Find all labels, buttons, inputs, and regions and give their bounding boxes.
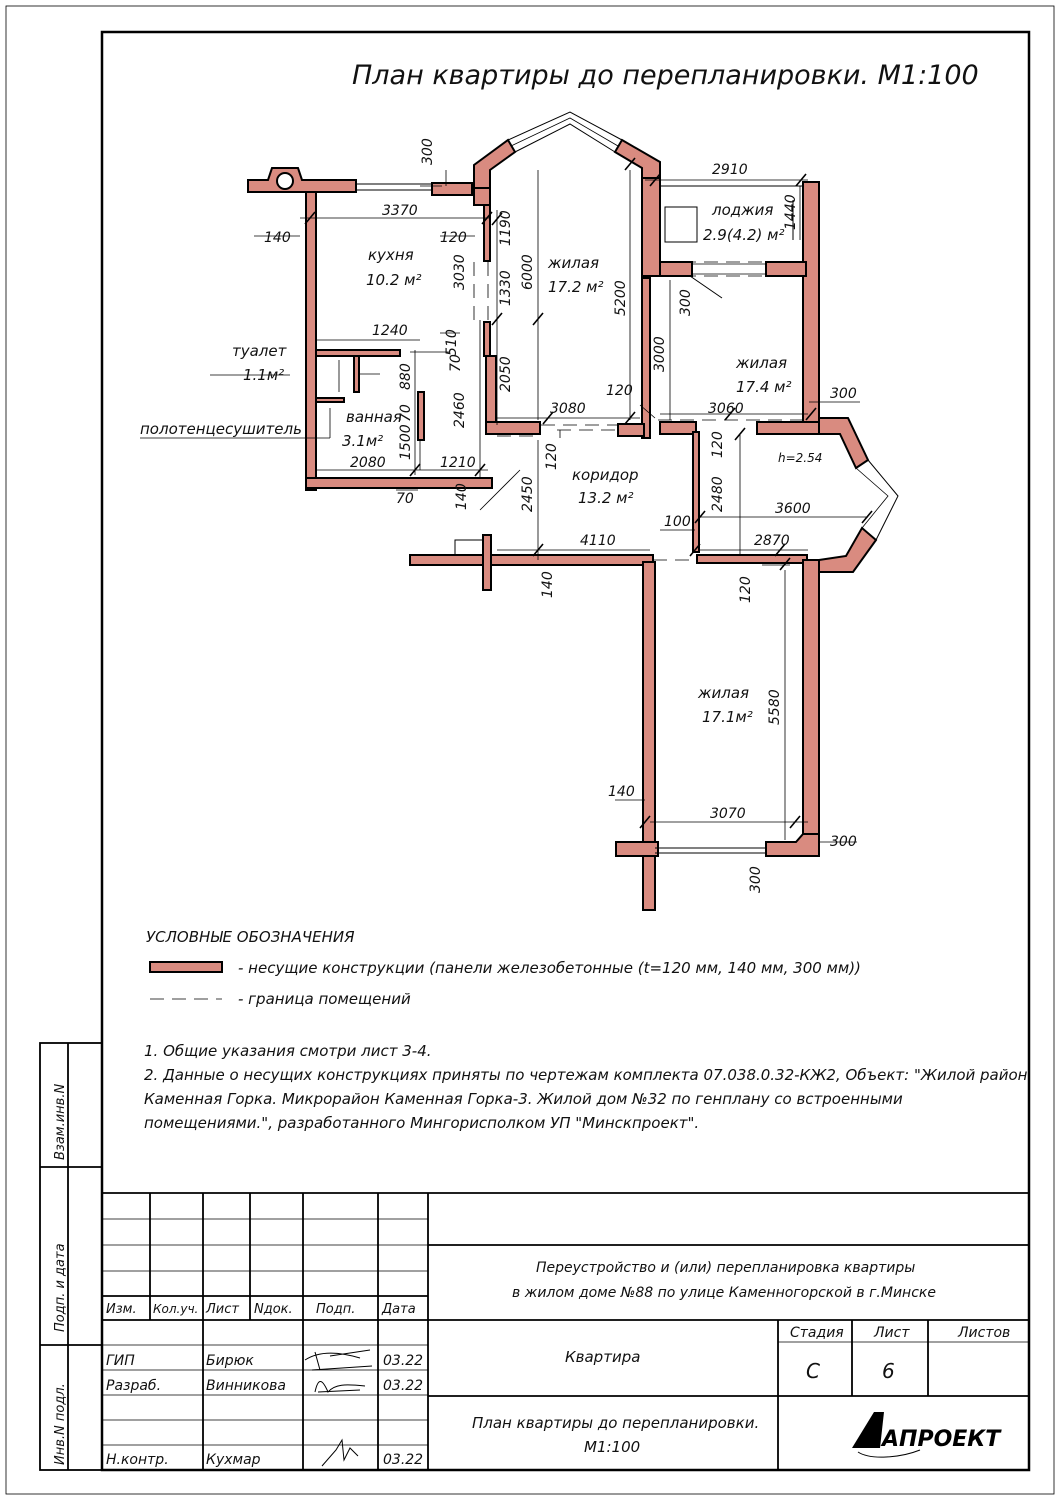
corridor-area: 13.2 м² [578, 489, 634, 507]
dim-text: 100 [664, 514, 691, 530]
living2-name: жилая [736, 354, 788, 372]
drawing-title: План квартиры до перепланировки. М1:100 [352, 60, 979, 91]
tb-header: Nдок. [254, 1302, 293, 1317]
toilet-name: туалет [232, 342, 287, 360]
dim-text: 3600 [775, 501, 811, 517]
project-line1: Переустройство и (или) перепланировка квартиры [536, 1260, 916, 1276]
dim-text: 140 [264, 230, 291, 246]
dim-text: 1210 [440, 455, 476, 471]
dim-text: 3030 [452, 254, 468, 290]
signature-razrab [315, 1382, 365, 1393]
dim-text: 2910 [712, 162, 748, 178]
tb-date: 03.22 [383, 1353, 424, 1369]
room-labels [140, 201, 822, 726]
dim-text: 300 [420, 138, 436, 165]
bath-name: ванная [346, 408, 402, 426]
sheet-value: 6 [882, 1359, 895, 1383]
dim-text: 120 [710, 431, 726, 458]
legend-walls-text: - несущие конструкции (панели железобетонные (t=120 мм, 140 мм, 300 мм)) [238, 959, 861, 977]
legend [146, 928, 861, 1008]
kitchen-area: 10.2 м² [366, 271, 422, 289]
tb-header: Лист [206, 1302, 239, 1317]
corridor-name: коридор [572, 466, 639, 484]
dim-text: 70 [396, 491, 414, 507]
legend-wall-swatch [150, 962, 222, 972]
dim-text: 1500 [398, 424, 414, 460]
dim-text: 140 [608, 784, 635, 800]
dim-text: 300 [830, 834, 857, 850]
inner-frame [102, 32, 1029, 1470]
tb-name: Винникова [206, 1378, 286, 1394]
dim-text: 6000 [520, 254, 536, 290]
object-name: Квартира [565, 1348, 641, 1366]
side-stamp [40, 1043, 102, 1470]
tb-name: Кухмар [206, 1452, 261, 1468]
tb-role: ГИП [106, 1353, 135, 1369]
bath-area: 3.1м² [342, 432, 384, 450]
loggia-area: 2.9(4.2) м² [703, 226, 785, 244]
company-logo [852, 1412, 1002, 1457]
living3-area: 17.1м² [702, 708, 753, 726]
living3-name: жилая [698, 684, 750, 702]
legend-boundary-text: - граница помещений [238, 990, 411, 1008]
dim-text: 300 [678, 289, 694, 316]
dim-text: 1330 [498, 270, 514, 306]
floor-plan [140, 112, 898, 910]
dim-text: 70 [448, 354, 464, 372]
dim-text: 120 [606, 383, 633, 399]
side-inv: Инв.N подл. [53, 1383, 68, 1465]
tb-header: Подп. [316, 1302, 356, 1317]
tb-header: Кол.уч. [153, 1302, 199, 1316]
dim-text: 3000 [652, 336, 668, 372]
loggia-name: лоджия [712, 201, 774, 219]
dim-text: 70 [398, 404, 414, 422]
project-line2: в жилом доме №88 по улице Каменногорской в г.Минске [512, 1285, 936, 1301]
tb-role: Н.контр. [106, 1452, 169, 1468]
tb-header: Изм. [106, 1302, 137, 1317]
dim-text: 300 [748, 866, 764, 893]
dim-text: 3370 [382, 203, 418, 219]
drawing-name-line1: План квартиры до перепланировки. [472, 1414, 760, 1432]
tb-name: Бирюк [206, 1353, 254, 1369]
sheet-label: Лист [874, 1325, 910, 1341]
dim-text: 2450 [520, 476, 536, 512]
living1-area: 17.2 м² [548, 278, 604, 296]
ceiling-height: h=2.54 [778, 451, 823, 465]
dim-text: 300 [830, 386, 857, 402]
dim-text: 120 [738, 576, 754, 603]
note-line: помещениями.", разработанного Мингорисполком УП "Минскпроект". [144, 1114, 700, 1132]
note-line: 1. Общие указания смотри лист 3-4. [144, 1042, 432, 1060]
living2-area: 17.4 м² [736, 378, 792, 396]
note-line: 2. Данные о несущих конструкциях приняты по чертежам комплекта 07.038.0.32-КЖ2, Объект: "Жилой район [144, 1066, 1028, 1084]
dim-text: 510 [444, 329, 460, 356]
note-line: Каменная Горка. Микрорайон Каменная Горка-3. Жилой дом №32 по генплану со встроенными [144, 1090, 903, 1108]
living1-name: жилая [548, 254, 600, 272]
sheets-label: Листов [958, 1325, 1011, 1341]
dim-text: 4110 [580, 533, 616, 549]
dim-text: 3070 [710, 806, 746, 822]
dim-text: 2080 [350, 455, 386, 471]
dim-text: 1190 [498, 210, 514, 246]
side-vzam: Взам.инв.N [53, 1083, 68, 1160]
logo-text: АПРОЕКТ [882, 1427, 1001, 1452]
dim-text: 120 [544, 443, 560, 470]
stage-value: С [806, 1359, 820, 1383]
dim-text: 140 [454, 483, 470, 510]
towel-dryer-label: полотенцесушитель [140, 420, 302, 438]
dim-text: 5200 [613, 280, 629, 316]
dim-text: 2460 [452, 392, 468, 428]
kitchen-name: кухня [368, 246, 414, 264]
tb-role: Разраб. [106, 1378, 162, 1394]
signature-nkontr [322, 1440, 358, 1466]
dim-text: 3080 [550, 401, 586, 417]
stage-label: Стадия [790, 1325, 844, 1341]
dim-text: 1240 [372, 323, 408, 339]
dim-text: 120 [440, 230, 467, 246]
dim-text: 2870 [754, 533, 790, 549]
dim-text: 2050 [498, 356, 514, 392]
tb-date: 03.22 [383, 1452, 424, 1468]
tb-header: Дата [382, 1302, 416, 1317]
drawing-name-line2: М1:100 [584, 1438, 641, 1456]
toilet-area: 1.1м² [243, 366, 285, 384]
dimension-texts [264, 138, 857, 893]
dim-text: 3060 [708, 401, 744, 417]
legend-heading: УСЛОВНЫЕ ОБОЗНАЧЕНИЯ [146, 928, 355, 946]
dim-text: 140 [540, 571, 556, 598]
notes [144, 1042, 1028, 1132]
dim-text: 2480 [710, 476, 726, 512]
dim-text: 5580 [767, 689, 783, 725]
title-block [102, 1193, 1029, 1470]
dim-text: 880 [398, 363, 414, 390]
dim-text: 1440 [783, 194, 799, 230]
signature-gip [305, 1350, 372, 1370]
side-podp: Подп. и дата [53, 1243, 68, 1332]
tb-date: 03.22 [383, 1378, 424, 1394]
